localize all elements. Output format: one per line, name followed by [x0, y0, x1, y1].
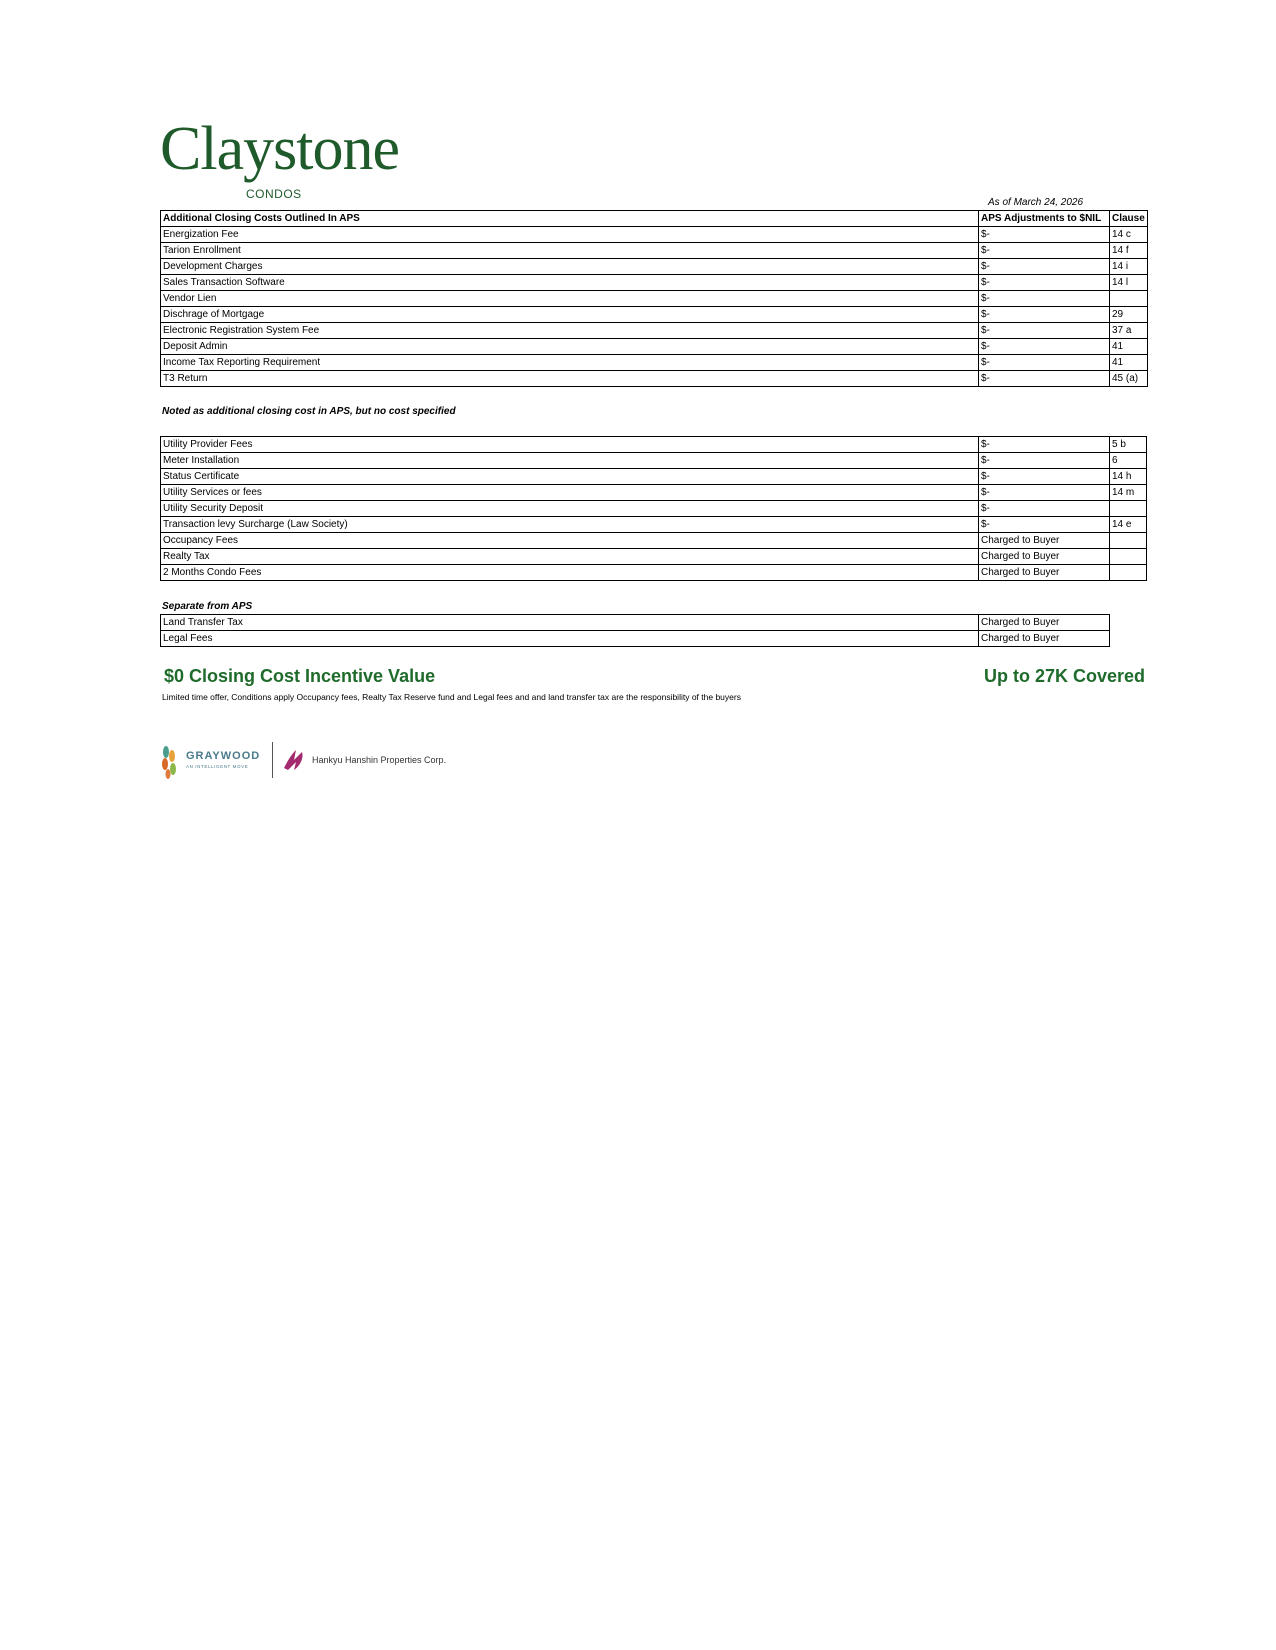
table-row	[161, 485, 1147, 501]
table-row	[161, 453, 1147, 469]
partner-name: Hankyu Hanshin Properties Corp.	[312, 755, 447, 765]
cost-item-cell: Utility Provider Fees	[161, 437, 979, 453]
claystone-logo-sub: CONDOS	[246, 187, 302, 201]
graywood-leaf-icon	[160, 744, 182, 785]
adjustment-cell: $-	[979, 259, 1110, 275]
clause-cell: 14 e	[1110, 517, 1147, 533]
clause-cell	[1110, 565, 1147, 581]
clause-cell: 14 i	[1110, 259, 1148, 275]
cost-item-cell: Income Tax Reporting Requirement	[161, 355, 979, 371]
table-row	[161, 549, 1147, 565]
adjustment-cell: $-	[979, 371, 1110, 387]
adjustment-cell: $-	[979, 453, 1110, 469]
adjustment-cell: $-	[979, 501, 1110, 517]
cost-item-cell: T3 Return	[161, 371, 979, 387]
clause-cell: 45 (a)	[1110, 371, 1148, 387]
claystone-logo: Claystone	[160, 115, 399, 183]
disclaimer-text: Limited time offer, Conditions apply Occupancy fees, Realty Tax Reserve fund and Legal fees and and land transfer tax are the responsibility of the buyers	[162, 692, 741, 702]
cost-item-cell: Energization Fee	[161, 227, 979, 243]
clause-cell	[1110, 549, 1147, 565]
graywood-tagline: AN INTELLIGENT MOVE	[186, 764, 249, 769]
table-row	[161, 517, 1147, 533]
cost-item-cell: Land Transfer Tax	[161, 615, 979, 631]
table-row	[161, 437, 1147, 453]
table-header-row	[161, 211, 1148, 227]
coverage-headline: Up to 27K Covered	[984, 666, 1146, 686]
table-row	[161, 631, 1110, 647]
graywood-name: GRAYWOOD	[186, 750, 261, 762]
table-row	[161, 533, 1147, 549]
table-row	[161, 259, 1148, 275]
adjustment-cell: Charged to Buyer	[979, 631, 1110, 647]
adjustment-cell: $-	[979, 485, 1110, 501]
header-clause: Clause	[1110, 211, 1148, 227]
clause-cell: 14 h	[1110, 469, 1147, 485]
table-row	[161, 307, 1148, 323]
table-row	[161, 615, 1110, 631]
separate-costs-table	[160, 614, 1110, 647]
adjustment-cell: $-	[979, 339, 1110, 355]
adjustment-cell: Charged to Buyer	[979, 549, 1110, 565]
table-row	[161, 371, 1148, 387]
noted-section-title: Noted as additional closing cost in APS, but no cost specified	[162, 406, 456, 417]
header-item: Additional Closing Costs Outlined In APS	[161, 211, 979, 227]
table-row	[161, 469, 1147, 485]
cost-item-cell: Realty Tax	[161, 549, 979, 565]
cost-item-cell: Electronic Registration System Fee	[161, 323, 979, 339]
logo-divider	[272, 742, 273, 778]
cost-item-cell: Dischrage of Mortgage	[161, 307, 979, 323]
cost-item-cell: 2 Months Condo Fees	[161, 565, 979, 581]
incentive-headline: $0 Closing Cost Incentive Value	[164, 666, 436, 686]
cost-item-cell: Deposit Admin	[161, 339, 979, 355]
adjustment-cell: $-	[979, 469, 1110, 485]
table-row	[161, 243, 1148, 259]
cost-item-cell: Occupancy Fees	[161, 533, 979, 549]
cost-item-cell: Meter Installation	[161, 453, 979, 469]
clause-cell: 6	[1110, 453, 1147, 469]
adjustment-cell: Charged to Buyer	[979, 565, 1110, 581]
noted-costs-table	[160, 436, 1147, 581]
cost-item-cell: Legal Fees	[161, 631, 979, 647]
adjustment-cell: $-	[979, 307, 1110, 323]
clause-cell: 41	[1110, 339, 1148, 355]
adjustment-cell: Charged to Buyer	[979, 615, 1110, 631]
clause-cell: 5 b	[1110, 437, 1147, 453]
clause-cell: 14 f	[1110, 243, 1148, 259]
hankyu-hanshin-icon	[282, 748, 310, 777]
adjustment-cell: $-	[979, 437, 1110, 453]
table-row	[161, 339, 1148, 355]
adjustment-cell: $-	[979, 517, 1110, 533]
clause-cell: 14 m	[1110, 485, 1147, 501]
header-adjustment: APS Adjustments to $NIL	[979, 211, 1110, 227]
cost-item-cell: Utility Security Deposit	[161, 501, 979, 517]
adjustment-cell: $-	[979, 291, 1110, 307]
adjustment-cell: $-	[979, 323, 1110, 339]
table-row	[161, 291, 1148, 307]
footer-logos	[160, 740, 480, 780]
table-row	[161, 323, 1148, 339]
table-row	[161, 501, 1147, 517]
adjustment-cell: $-	[979, 227, 1110, 243]
adjustment-cell: $-	[979, 243, 1110, 259]
table-row	[161, 565, 1147, 581]
adjustment-cell: $-	[979, 275, 1110, 291]
clause-cell: 29	[1110, 307, 1148, 323]
cost-item-cell: Sales Transaction Software	[161, 275, 979, 291]
cost-item-cell: Utility Services or fees	[161, 485, 979, 501]
separate-section-title: Separate from APS	[162, 601, 253, 612]
adjustment-cell: Charged to Buyer	[979, 533, 1110, 549]
cost-item-cell: Status Certificate	[161, 469, 979, 485]
table-row	[161, 227, 1148, 243]
cost-item-cell: Vendor Lien	[161, 291, 979, 307]
cost-item-cell: Tarion Enrollment	[161, 243, 979, 259]
table-row	[161, 275, 1148, 291]
as-of-date: As of March 24, 2026	[988, 197, 1084, 208]
clause-cell	[1110, 501, 1147, 517]
adjustment-cell: $-	[979, 355, 1110, 371]
clause-cell: 41	[1110, 355, 1148, 371]
clause-cell: 14 c	[1110, 227, 1148, 243]
clause-cell: 37 a	[1110, 323, 1148, 339]
cost-item-cell: Development Charges	[161, 259, 979, 275]
table-row	[161, 355, 1148, 371]
clause-cell: 14 l	[1110, 275, 1148, 291]
clause-cell	[1110, 533, 1147, 549]
clause-cell	[1110, 291, 1148, 307]
aps-closing-costs-table	[160, 210, 1148, 387]
cost-item-cell: Transaction levy Surcharge (Law Society)	[161, 517, 979, 533]
